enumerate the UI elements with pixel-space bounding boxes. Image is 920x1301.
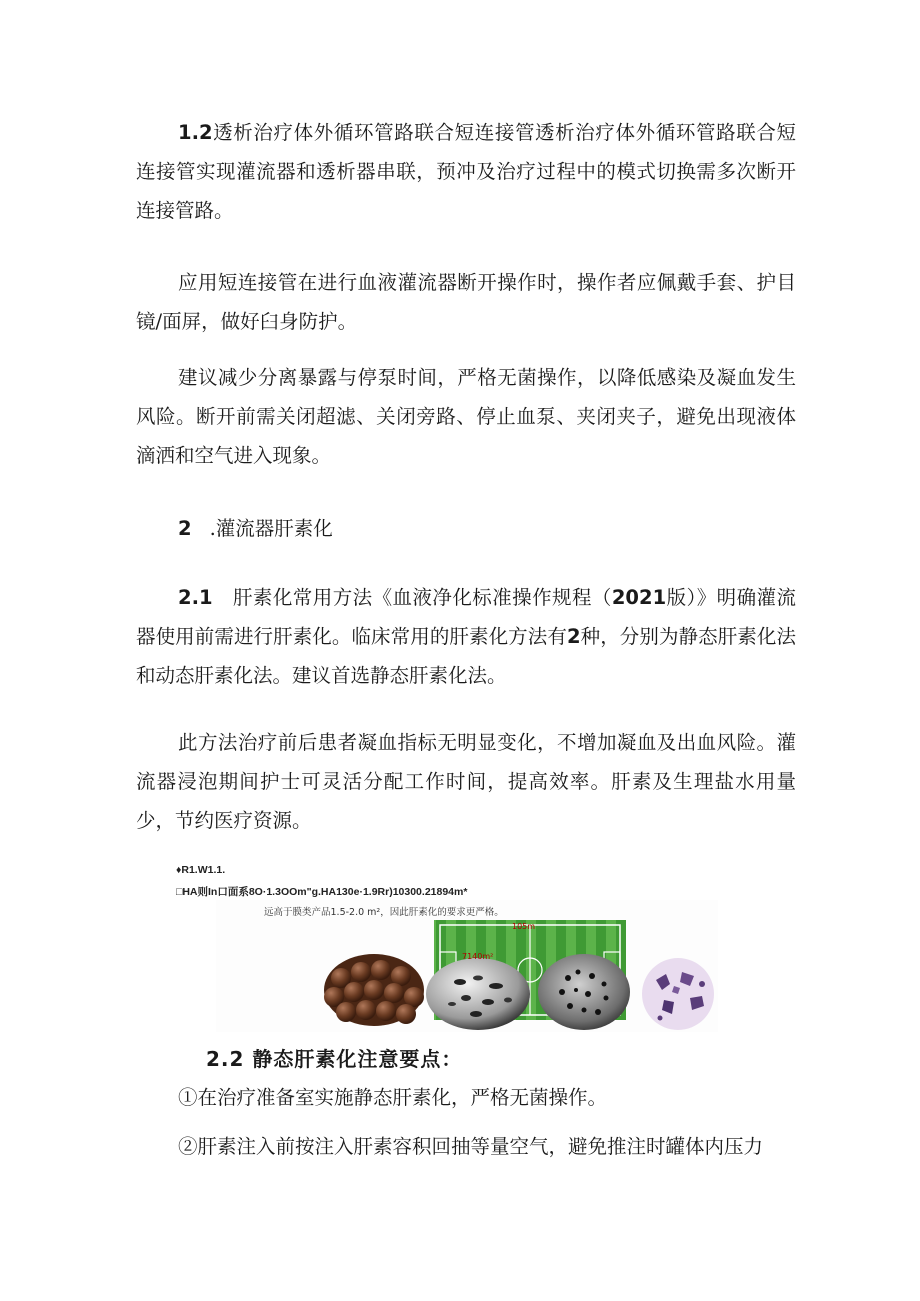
heading-2-number: 2 (178, 517, 192, 540)
caption-line-2: □HA则In口面系8O·1.3OOm"g.HA130e·1.9Rr)10300.21894m* (176, 886, 468, 898)
method-count: 2 (566, 625, 581, 648)
year-2021: 2021 (611, 586, 667, 609)
bead-cluster (324, 954, 424, 1026)
figure-illustration (216, 900, 718, 1032)
section-2-1-text-c: 种，分别为静态肝素化法和动态肝素化法。建议首选静态肝素化法。 (136, 625, 796, 687)
list-item: ①在治疗准备室实施静态肝素化，严格无菌操作。 (178, 1086, 608, 1109)
paragraph-protection: 应用短连接管在进行血液灌流器断开操作时，操作者应佩戴手套、护目镜/面屏，做好臼身防护。 (136, 271, 796, 333)
field-area-label: 7140m² (462, 952, 494, 961)
section-2-2-heading: 2.2 静态肝素化注意要点： (206, 1047, 463, 1071)
section-1-2-text: 透析治疗体外循环管路联合短连接管透析治疗体外循环管路联合短连接管实现灌流器和透析器串联，预冲及治疗过程中的模式切换需多次断开连接管路。 (136, 121, 796, 222)
field-length-label: 105m (512, 922, 536, 931)
porous-sphere-fine (538, 954, 630, 1030)
section-number-2-1: 2.1 (178, 586, 213, 609)
porous-sphere-coarse (426, 958, 530, 1030)
paragraph-2-1 (136, 578, 796, 695)
section-2-1-text-b: 版）》明确灌流器使用前需进行肝素化。临床常用的肝素化方法有 (136, 586, 796, 648)
heading-2-title: .灌流器肝素化 (209, 517, 333, 540)
figure-adsorbent-comparison (216, 900, 718, 1032)
caption-line-1: ♦R1.W1.1. (176, 864, 226, 876)
section-number-1-2: 1.2 (178, 121, 213, 144)
microscope-view (642, 958, 714, 1030)
section-2-1-text-a: 肝素化常用方法《血液净化标准操作规程（ (232, 586, 612, 609)
paragraph-1-2 (136, 113, 796, 230)
figure-caption: 远高于膜类产品1.5-2.0 m²，因此肝素化的要求更严格。 (264, 907, 504, 918)
heading-2 (178, 509, 778, 548)
paragraph-reduce-exposure: 建议减少分离暴露与停泵时间，严格无菌操作，以降低感染及凝血发生风险。断开前需关闭超滤、关闭旁路、停止血泵、夹闭夹子，避免出现液体滴洒和空气进入现象。 (136, 366, 796, 467)
list-item: ②肝素注入前按注入肝素容积回抽等量空气，避免推注时罐体内压力 (178, 1135, 764, 1158)
paragraph-method-benefits: 此方法治疗前后患者凝血指标无明显变化，不增加凝血及出血风险。灌流器浸泡期间护士可灵活分配工作时间，提高效率。肝素及生理盐水用量少，节约医疗资源。 (136, 731, 796, 832)
